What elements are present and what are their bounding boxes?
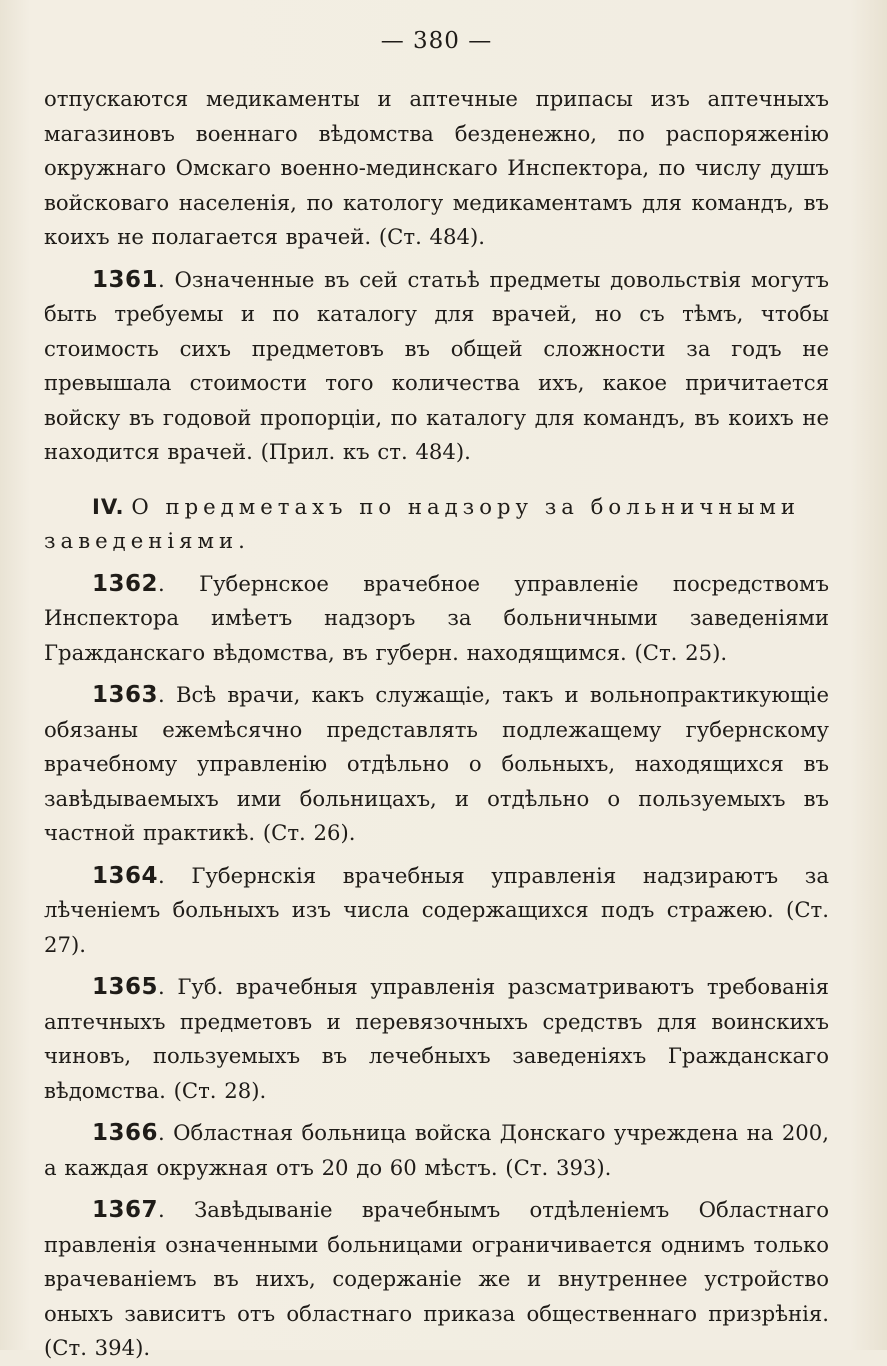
article-1365 [44, 970, 829, 1108]
article-text: . Губернскія врачебныя управленія надзираютъ за лѣченіемъ больныхъ изъ числа содержащихся подъ стражею. (Ст. 27). [44, 862, 829, 957]
article-1361 [44, 263, 829, 470]
page-number: — 380 — [380, 28, 493, 54]
article-text: . Означенные въ сей статьѣ предметы довольствія могутъ быть требуемы и по каталогу для врачей, но съ тѣмъ, чтобы стоимость сихъ предметовъ въ общей сложности за годъ не превышала стоимости того количества ихъ, какое причитается войску въ годовой пропорціи, по каталогу для командъ, въ коихъ не находится врачей. (Прил. къ ст. 484). [44, 266, 829, 464]
article-number: 1365 [92, 974, 159, 1000]
section-title: О предметахъ по надзору за больничными заведеніями. [44, 493, 801, 553]
article-text: . Завѣдываніе врачебнымъ отдѣленіемъ Областнаго правленія означенными больницами ограничивается однимъ только врачеваніемъ въ нихъ, содержаніе же и внутреннее устройство оныхъ зависитъ отъ областнаго приказа общественнаго призрѣнія. (Ст. 394). [44, 1197, 829, 1360]
article-1367 [44, 1193, 829, 1366]
article-number: 1361 [92, 266, 159, 293]
section-roman-numeral: IV. [92, 493, 125, 519]
article-number: 1363 [92, 682, 159, 708]
article-1366 [44, 1116, 829, 1185]
article-1362 [44, 567, 829, 671]
article-number: 1362 [92, 570, 159, 597]
paragraph-continuation [44, 82, 829, 255]
section-heading [44, 490, 829, 559]
article-1364 [44, 859, 829, 963]
article-text: . Областная больница войска Донскаго учреждена на 200, а каждая окружная отъ 20 до 60 мѣстъ. (Ст. 393). [44, 1120, 829, 1180]
article-text: . Всѣ врачи, какъ служащіе, такъ и вольнопрактикующіе обязаны ежемѣсячно представлять подлежащему губернскому врачебному управленію отдѣльно о больныхъ, находящихся въ завѣдываемыхъ ими больницахъ, и отдѣльно о пользуемыхъ въ частной практикѣ. (Ст. 26). [44, 682, 829, 845]
paragraph-text: отпускаются медикаменты и аптечные припасы изъ аптечныхъ магазиновъ военнаго вѣдомства безденежно, по распоряженію окружнаго Омскаго военно-мединскаго Инспектора, по числу душъ войсковаго населенія, по катологу медикаментамъ для командъ, въ коихъ не полагается врачей. (Ст. 484). [44, 86, 829, 249]
article-1363 [44, 678, 829, 851]
article-number: 1366 [92, 1120, 159, 1146]
article-text: . Губ. врачебныя управленія разсматриваютъ требованія аптечныхъ предметовъ и перевязочныхъ средствъ для воинскихъ чиновъ, пользуемыхъ въ лечебныхъ заведеніяхъ Гражданскаго вѣдомства. (Ст. 28). [44, 974, 829, 1103]
article-text: . Губернское врачебное управленіе посредствомъ Инспектора имѣетъ надзоръ за больничными заведеніями Гражданскаго вѣдомства, въ губерн. находящимся. (Ст. 25). [44, 570, 829, 665]
article-number: 1364 [92, 862, 159, 889]
article-number: 1367 [92, 1197, 159, 1223]
